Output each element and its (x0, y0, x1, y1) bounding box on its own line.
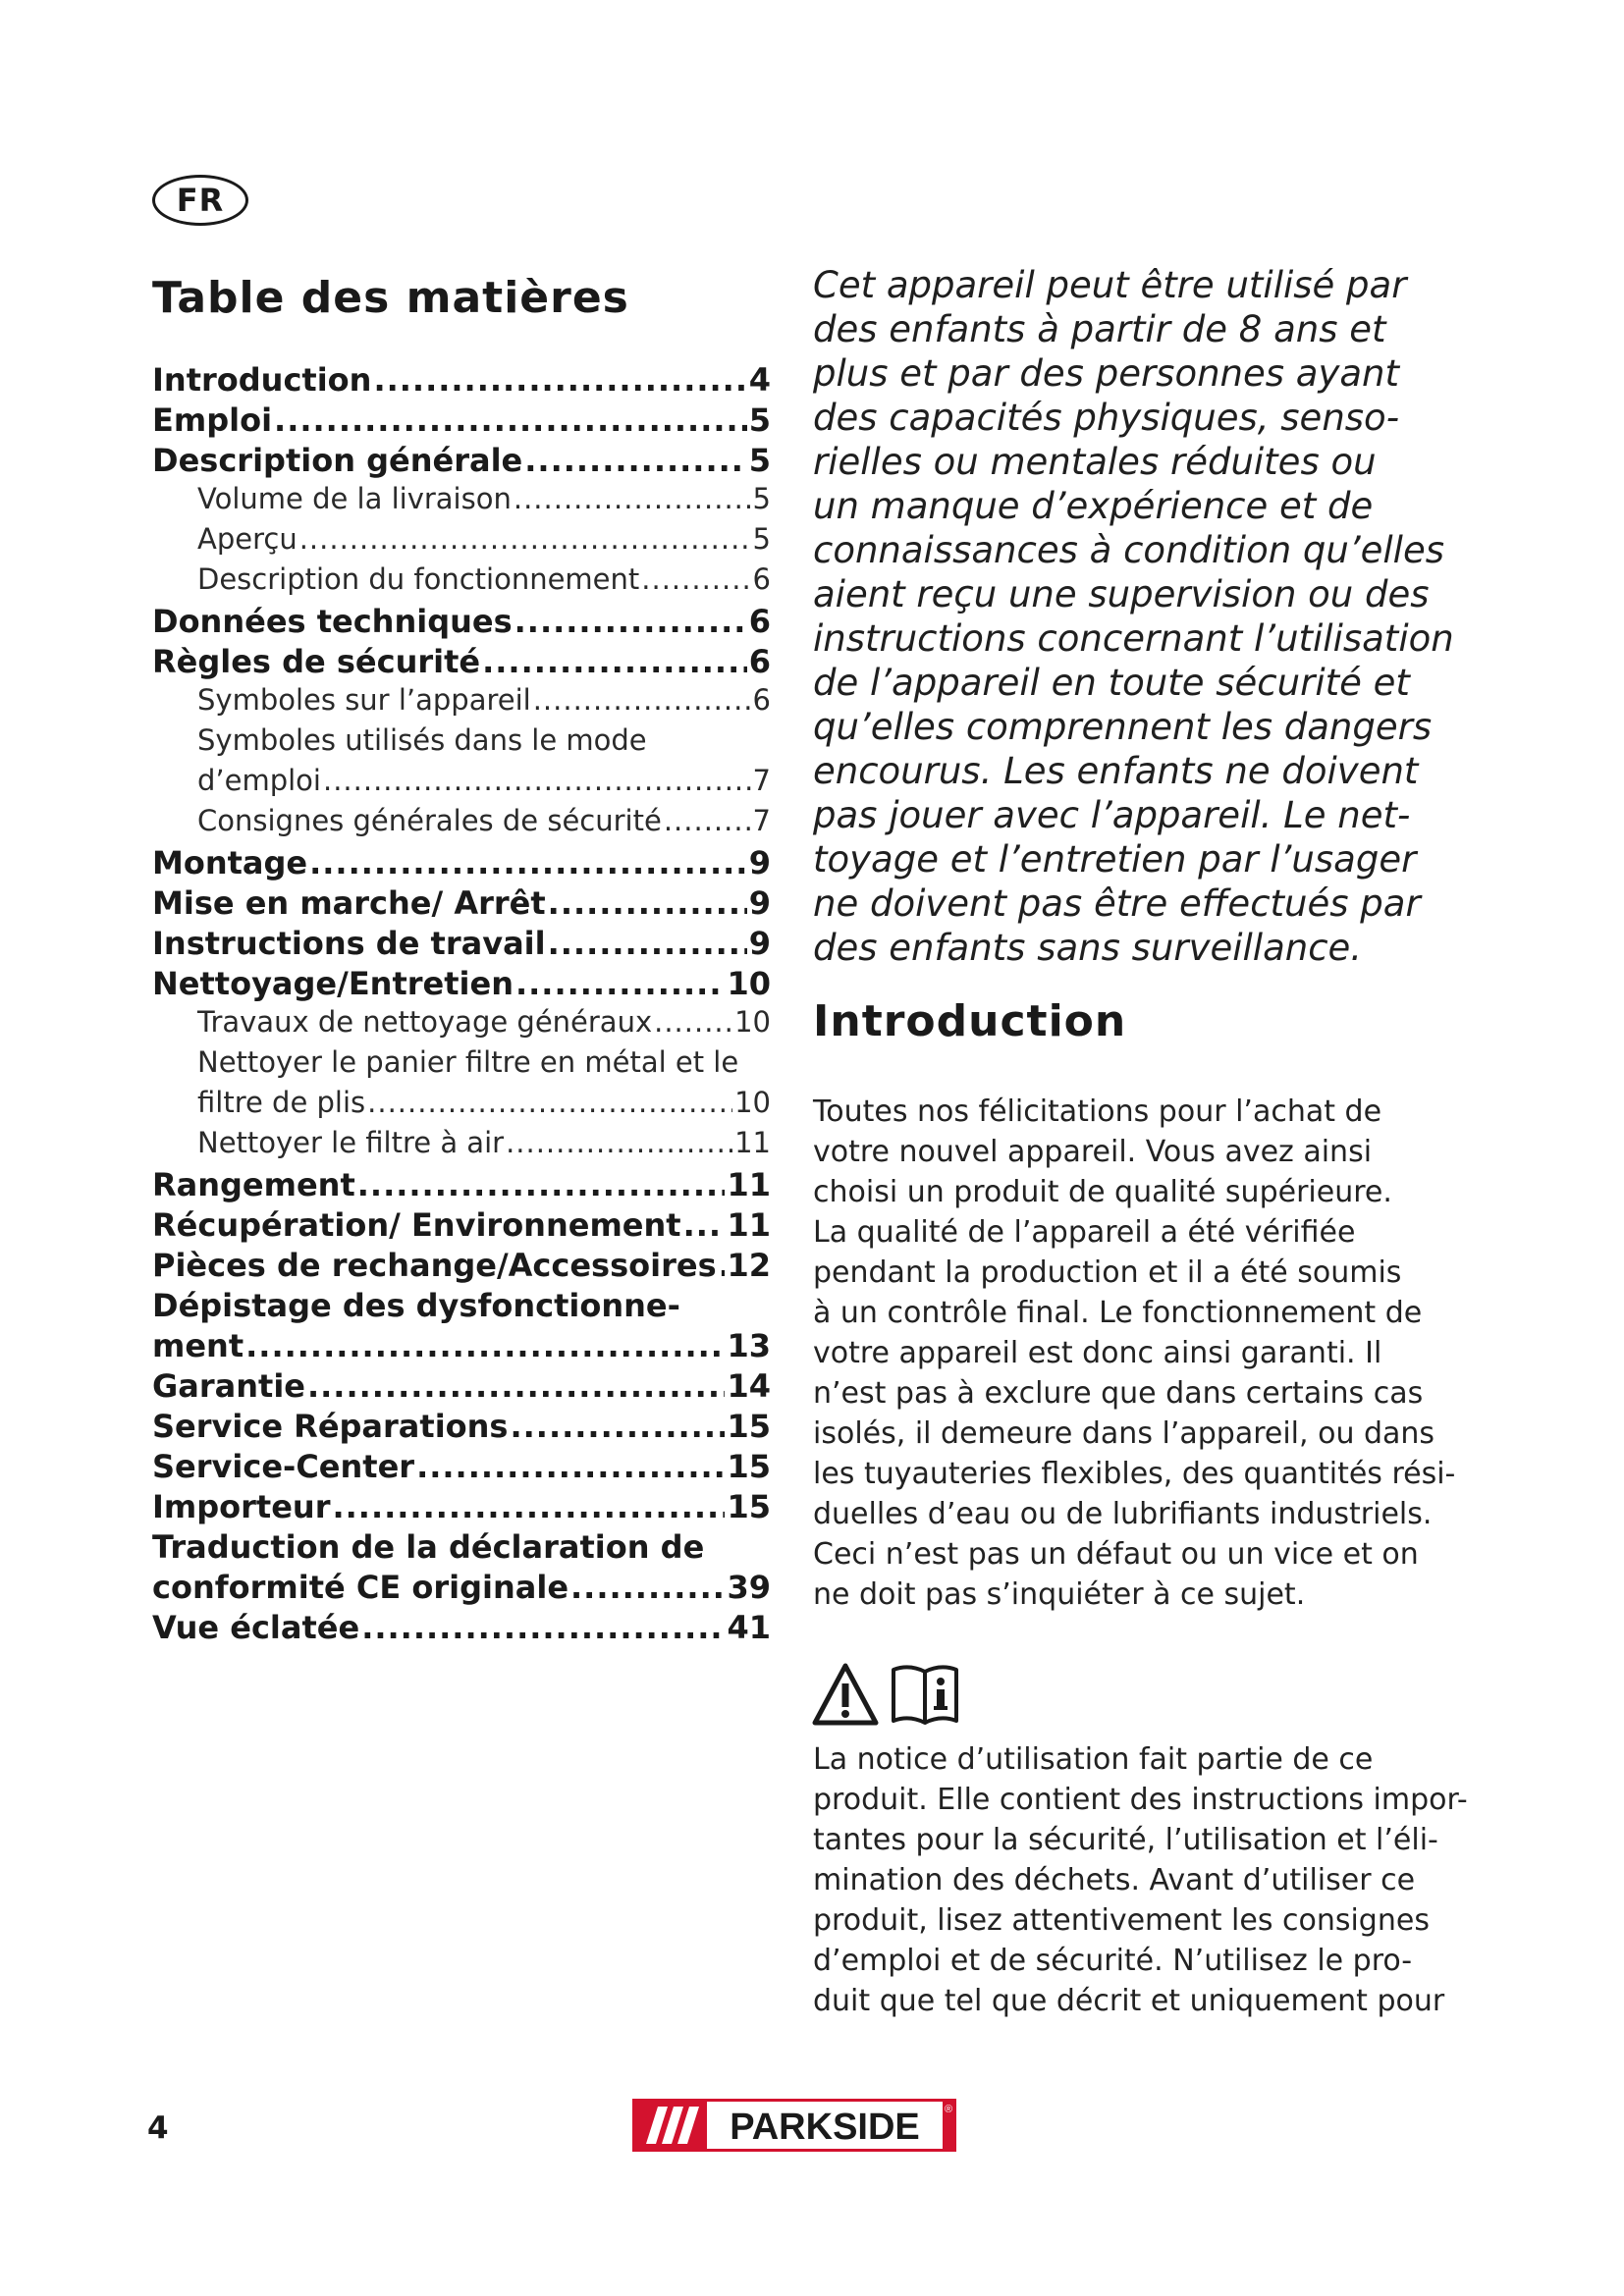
toc-leader-dots (533, 683, 751, 717)
toc-entry-label: Mise en marche/ Arrêt (152, 884, 546, 922)
toc-entry-label: Dépistage des dysfonctionne- (152, 1287, 680, 1324)
introduction-heading: Introduction (813, 996, 1127, 1046)
table-of-contents (152, 361, 771, 1649)
toc-leader-dots (361, 1609, 725, 1646)
text-line: mination des déchets. Avant d’utiliser ce (813, 1863, 1416, 1897)
toc-subentry (152, 1005, 771, 1045)
toc-entry (152, 1247, 771, 1287)
toc-leader-dots (664, 804, 751, 837)
toc-entry-label: Nettoyage/Entretien (152, 965, 514, 1002)
toc-page-number: 11 (727, 1206, 771, 1244)
toc-entry-label: Emploi (152, 401, 273, 439)
toc-page-number: 12 (727, 1247, 771, 1284)
toc-subentry (152, 1045, 771, 1086)
toc-leader-dots (548, 925, 747, 962)
toc-page-number: 9 (748, 884, 771, 922)
toc-leader-dots (307, 1367, 725, 1405)
text-line: qu’elles comprennent les dangers (813, 706, 1433, 748)
text-line: tantes pour la sécurité, l’utilisation et l’éli- (813, 1823, 1438, 1857)
toc-page-number: 5 (752, 522, 771, 556)
text-line: connaissances à condition qu’elles (813, 529, 1444, 571)
toc-entry (152, 884, 771, 925)
text-line: votre appareil est donc ainsi garanti. Il (813, 1336, 1382, 1370)
toc-page-number: 6 (752, 683, 771, 717)
text-line: instructions concernant l’utilisation (813, 617, 1454, 660)
notice-paragraph (813, 1739, 1468, 2021)
toc-subentry (152, 723, 771, 764)
toc-page-number: 41 (727, 1609, 771, 1646)
toc-entry-label: Service Réparations (152, 1408, 509, 1445)
toc-entry (152, 1609, 771, 1649)
toc-page-number: 11 (734, 1126, 771, 1159)
text-line: Ceci n’est pas un défaut ou un vice et on (813, 1537, 1419, 1572)
text-line: de l’appareil en toute sécurité et (813, 662, 1410, 704)
toc-page-number: 4 (748, 361, 771, 399)
toc-entry (152, 1206, 771, 1247)
toc-entry (152, 1367, 771, 1408)
toc-page-number: 15 (727, 1488, 771, 1525)
toc-page-number: 9 (748, 925, 771, 962)
page-number: 4 (147, 2110, 169, 2146)
toc-entry-label: Symboles utilisés dans le mode (197, 723, 647, 757)
introduction-paragraph (813, 1092, 1456, 1615)
toc-subentry (152, 522, 771, 562)
text-line: duelles d’eau ou de lubrifiants industriels. (813, 1497, 1433, 1531)
text-line: d’emploi et de sécurité. N’utilisez le pro- (813, 1944, 1413, 1978)
toc-leader-dots (367, 1086, 732, 1119)
toc-leader-dots (514, 603, 747, 640)
toc-leader-dots (323, 764, 751, 797)
toc-entry (152, 1327, 771, 1367)
child-safety-warning (813, 263, 1454, 970)
toc-entry (152, 1448, 771, 1488)
toc-page-number: 7 (752, 804, 771, 837)
toc-entry (152, 844, 771, 884)
toc-entry (152, 603, 771, 643)
toc-leader-dots (514, 482, 751, 515)
toc-subentry (152, 1126, 771, 1166)
text-line: produit. Elle contient des instructions impor- (813, 1783, 1468, 1817)
toc-entry-label: d’emploi (197, 764, 321, 797)
toc-entry-label: Rangement (152, 1166, 355, 1203)
text-line: pas jouer avec l’appareil. Le net- (813, 794, 1411, 836)
toc-leader-dots (641, 562, 750, 596)
text-line: encourus. Les enfants ne doivent (813, 750, 1419, 792)
toc-leader-dots (373, 361, 746, 399)
toc-entry-label: Symboles sur l’appareil (197, 683, 531, 717)
text-line: ne doivent pas être effectués par (813, 882, 1421, 925)
toc-leader-dots (416, 1448, 725, 1485)
text-line: des enfants sans surveillance. (813, 927, 1363, 969)
toc-entry (152, 1488, 771, 1528)
text-line: des enfants à partir de 8 ans et (813, 308, 1386, 350)
text-line: des capacités physiques, senso- (813, 397, 1400, 439)
toc-page-number: 14 (727, 1367, 771, 1405)
toc-page-number: 5 (748, 401, 771, 439)
toc-entry-label: Montage (152, 844, 308, 881)
toc-entry (152, 1528, 771, 1569)
toc-entry-label: Récupération/ Environnement (152, 1206, 681, 1244)
toc-page-number: 7 (752, 764, 771, 797)
toc-entry-label: Garantie (152, 1367, 305, 1405)
text-line: Cet appareil peut être utilisé par (813, 264, 1407, 306)
toc-entry-label: filtre de plis (197, 1086, 366, 1119)
toc-page-number: 15 (727, 1408, 771, 1445)
logo-trademark: ® (944, 2104, 953, 2115)
toc-entry-label: Introduction (152, 361, 372, 399)
toc-subentry (152, 1086, 771, 1126)
toc-entry-label: Aperçu (197, 522, 298, 556)
toc-entry-label: Importeur (152, 1488, 331, 1525)
toc-leader-dots (570, 1569, 725, 1606)
toc-entry (152, 442, 771, 482)
toc-leader-dots (548, 884, 747, 922)
toc-leader-dots (482, 643, 747, 680)
text-line: toyage et l’entretien par l’usager (813, 838, 1417, 881)
toc-subentry (152, 482, 771, 522)
toc-subentry (152, 764, 771, 804)
toc-entry-label: Service-Center (152, 1448, 415, 1485)
text-line: votre nouvel appareil. Vous avez ainsi (813, 1135, 1373, 1169)
toc-leader-dots (332, 1488, 725, 1525)
toc-leader-dots (274, 401, 747, 439)
toc-page-number: 6 (748, 603, 771, 640)
toc-entry-label: Travaux de nettoyage généraux (197, 1005, 653, 1039)
toc-entry-label: Vue éclatée (152, 1609, 360, 1646)
toc-entry-label: ment (152, 1327, 244, 1364)
toc-leader-dots (510, 1408, 725, 1445)
toc-entry-label: Consignes générales de sécurité (197, 804, 662, 837)
toc-entry (152, 401, 771, 442)
toc-entry-label: Pièces de rechange/Accessoires (152, 1247, 717, 1284)
toc-leader-dots (683, 1206, 726, 1244)
text-line: choisi un produit de qualité supérieure. (813, 1175, 1392, 1209)
toc-page-number: 39 (727, 1569, 771, 1606)
toc-title: Table des matières (152, 273, 629, 323)
language-badge: FR (152, 175, 248, 226)
toc-page-number: 5 (748, 442, 771, 479)
text-line: rielles ou mentales réduites ou (813, 441, 1377, 483)
text-line: pendant la production et il a été soumis (813, 1255, 1402, 1290)
toc-leader-dots (719, 1247, 726, 1284)
toc-leader-dots (357, 1166, 726, 1203)
toc-entry-label: Nettoyer le panier filtre en métal et le (197, 1045, 739, 1079)
toc-page-number: 5 (752, 482, 771, 515)
toc-leader-dots (309, 844, 747, 881)
toc-page-number: 11 (727, 1166, 771, 1203)
text-line: La notice d’utilisation fait partie de ce (813, 1742, 1374, 1777)
logo-text: PARKSIDE (730, 2107, 920, 2148)
toc-leader-dots (506, 1126, 732, 1159)
toc-entry (152, 1166, 771, 1206)
toc-page-number: 10 (727, 965, 771, 1002)
toc-subentry (152, 804, 771, 844)
toc-entry (152, 925, 771, 965)
toc-page-number: 13 (727, 1327, 771, 1364)
toc-entry (152, 965, 771, 1005)
manual-info-icon (890, 1662, 960, 1727)
text-line: les tuyauteries flexibles, des quantités rési- (813, 1457, 1456, 1491)
toc-leader-dots (245, 1327, 725, 1364)
text-line: Toutes nos félicitations pour l’achat de (813, 1095, 1382, 1129)
text-line: isolés, il demeure dans l’appareil, ou dans (813, 1416, 1435, 1451)
notice-icons (811, 1659, 960, 1730)
toc-page-number: 10 (734, 1086, 771, 1119)
text-line: duit que tel que décrit et uniquement pour (813, 1984, 1445, 2018)
text-line: La qualité de l’appareil a été vérifiée (813, 1215, 1356, 1250)
toc-subentry (152, 562, 771, 603)
text-line: ne doit pas s’inquiéter à ce sujet. (813, 1577, 1306, 1612)
text-line: un manque d’expérience et de (813, 485, 1374, 527)
toc-entry-label: Traduction de la déclaration de (152, 1528, 705, 1566)
text-line: aient reçu une supervision ou des (813, 573, 1430, 615)
text-line: plus et par des personnes ayant (813, 352, 1399, 395)
toc-page-number: 6 (748, 643, 771, 680)
toc-leader-dots (299, 522, 751, 556)
toc-entry (152, 1569, 771, 1609)
parkside-logo (632, 2099, 956, 2152)
warning-triangle-icon (811, 1662, 880, 1727)
toc-page-number: 10 (734, 1005, 771, 1039)
text-line: n’est pas à exclure que dans certains cas (813, 1376, 1424, 1411)
toc-entry-label: Données techniques (152, 603, 513, 640)
toc-entry-label: conformité CE originale (152, 1569, 569, 1606)
toc-page-number: 6 (752, 562, 771, 596)
toc-entry (152, 361, 771, 401)
text-line: produit, lisez attentivement les consignes (813, 1903, 1430, 1938)
toc-entry-label: Instructions de travail (152, 925, 546, 962)
toc-entry-label: Volume de la livraison (197, 482, 512, 515)
toc-entry-label: Description générale (152, 442, 523, 479)
toc-subentry (152, 683, 771, 723)
toc-page-number: 15 (727, 1448, 771, 1485)
toc-entry-label: Description du fonctionnement (197, 562, 640, 596)
text-line: à un contrôle final. Le fonctionnement de (813, 1296, 1423, 1330)
toc-entry (152, 1408, 771, 1448)
toc-entry-label: Règles de sécurité (152, 643, 481, 680)
toc-leader-dots (524, 442, 746, 479)
toc-page-number: 9 (748, 844, 771, 881)
toc-entry (152, 643, 771, 683)
toc-leader-dots (515, 965, 725, 1002)
toc-leader-dots (654, 1005, 732, 1039)
toc-entry (152, 1287, 771, 1327)
toc-entry-label: Nettoyer le filtre à air (197, 1126, 505, 1159)
